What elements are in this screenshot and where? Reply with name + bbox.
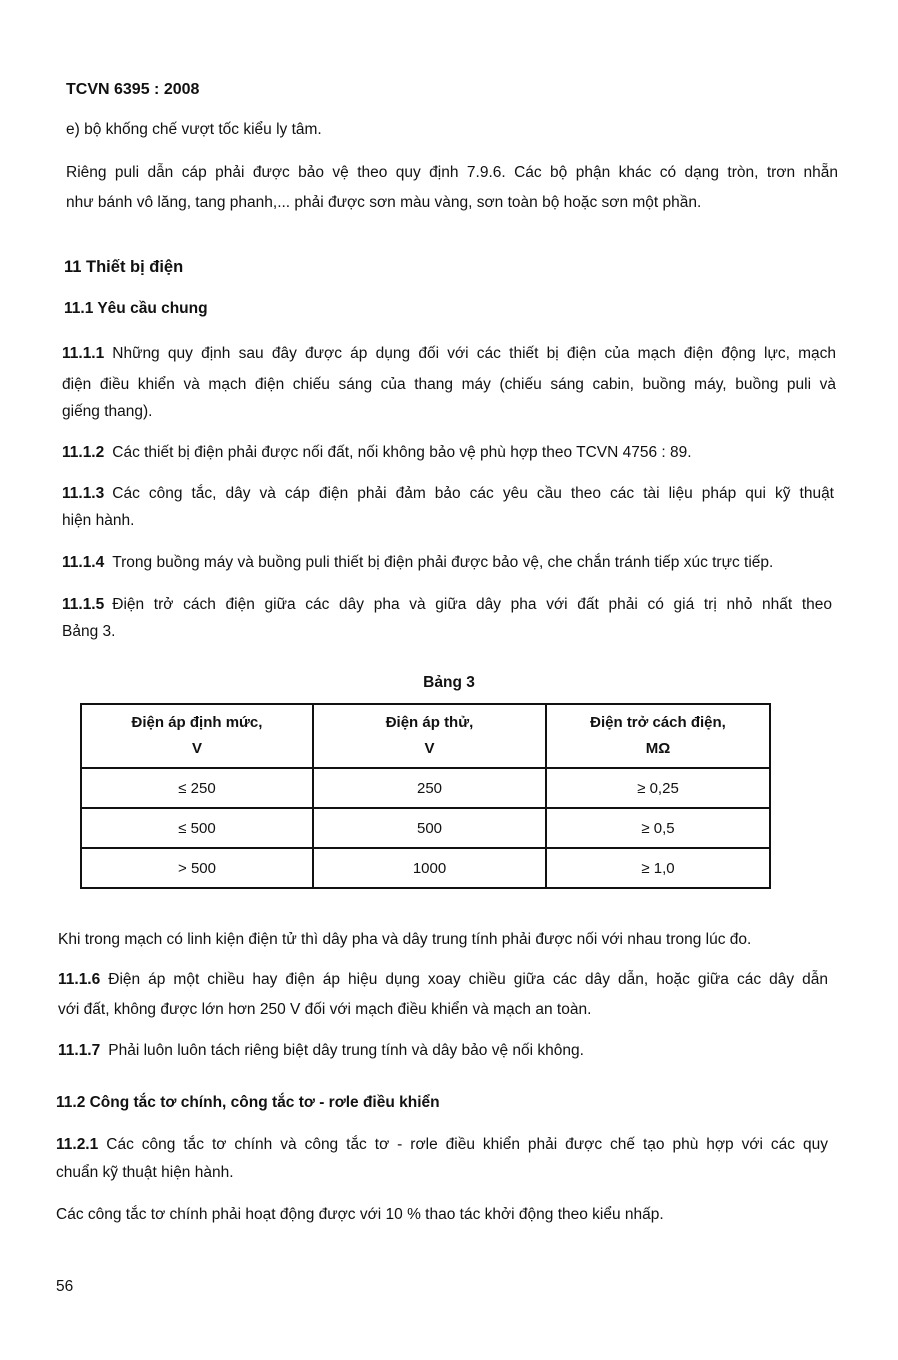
clause-11-1-3-line2: hiện hành. [62,512,135,529]
header-rated-voltage: Điện áp định mức, V [81,704,313,768]
clause-11-1-1-line1 [62,344,836,364]
table-cell: 500 [313,808,546,848]
table-row [81,848,770,888]
table-row [81,808,770,848]
section-11-2-title: 11.2 Công tắc tơ chính, công tắc tơ - rơle điều khiển [56,1094,440,1111]
clause-number: 11.2.1 [56,1136,99,1153]
clause-11-1-5-line1 [62,595,832,615]
table-cell: 1000 [313,848,546,888]
clause-text: Các công tắc tơ chính và công tắc tơ - rơle điều khiển phải được chế tạo phù hợp với các quy [106,1136,828,1153]
clause-number: 11.1.5 [62,596,105,613]
clause-11-1-1-line2: điện điều khiển và mạch điện chiếu sáng của thang máy (chiếu sáng cabin, buồng máy, buồng puli và [62,376,836,393]
page-number: 56 [56,1278,74,1295]
clause-text: Các thiết bị điện phải được nối đất, nối không bảo vệ phù hợp theo TCVN 4756 : 89. [112,444,692,461]
table-cell: 250 [313,768,546,808]
clause-number: 11.1.3 [62,485,105,502]
standard-code: TCVN 6395 : 2008 [66,81,200,98]
clause-text: Phải luôn luôn tách riêng biệt dây trung tính và dây bảo vệ nối không. [108,1042,584,1059]
table-caption: Bảng 3 [423,674,475,691]
clause-text: Điện áp một chiều hay điện áp hiệu dụng xoay chiều giữa các dây dẫn, hoặc giữa các dây dẫn [108,971,828,988]
clause-number: 11.1.6 [58,971,101,988]
clause-11-1-6-line1 [58,970,828,990]
table-cell: > 500 [81,848,313,888]
section-11-title: 11 Thiết bị điện [64,258,184,276]
header-test-voltage: Điện áp thử, V [313,704,546,768]
clause-number: 11.1.4 [62,554,105,571]
table-header-row [81,704,770,768]
clause-11-1-5-line2: Bảng 3. [62,623,116,640]
clause-text: Các công tắc, dây và cáp điện phải đảm bảo các yêu cầu theo các tài liệu pháp qui kỹ thuật [112,485,834,502]
table-cell: ≥ 1,0 [546,848,770,888]
clause-11-1-4 [62,553,773,573]
clause-11-2-1-line1 [56,1135,828,1155]
header-insulation-resistance: Điện trở cách điện, MΩ [546,704,770,768]
insulation-resistance-table [80,703,771,889]
clause-11-1-3-line1 [62,484,834,504]
clause-text: Những quy định sau đây được áp dụng đối với các thiết bị điện của mạch điện động lực, mạch [112,345,836,362]
clause-11-1-1-line3: giếng thang). [62,403,153,420]
last-paragraph: Các công tắc tơ chính phải hoạt động được với 10 % thao tác khởi động theo kiểu nhấp. [56,1206,664,1223]
section-11-1-title: 11.1 Yêu cầu chung [64,300,208,317]
clause-11-2-1-line2: chuẩn kỹ thuật hiện hành. [56,1164,234,1181]
clause-11-1-2 [62,443,692,463]
puli-paragraph-line1: Riêng puli dẫn cáp phải được bảo vệ theo quy định 7.9.6. Các bộ phận khác có dạng tròn, trơn nhẵn [66,164,838,181]
clause-number: 11.1.7 [58,1042,101,1059]
table-cell: ≥ 0,5 [546,808,770,848]
note-after-table: Khi trong mạch có linh kiện điện tử thì dây pha và dây trung tính phải được nối với nhau trong lúc đo. [58,931,752,948]
table-row [81,768,770,808]
clause-text: Trong buồng máy và buồng puli thiết bị điện phải được bảo vệ, che chắn tránh tiếp xúc trực tiếp. [112,554,774,571]
item-e: e) bộ khống chế vượt tốc kiểu ly tâm. [66,121,322,138]
table-cell: ≤ 250 [81,768,313,808]
clause-number: 11.1.2 [62,444,105,461]
table-cell: ≤ 500 [81,808,313,848]
clause-number: 11.1.1 [62,345,105,362]
table-cell: ≥ 0,25 [546,768,770,808]
clause-text: Điện trở cách điện giữa các dây pha và giữa dây pha với đất phải có giá trị nhỏ nhất theo [112,596,832,613]
clause-11-1-6-line2: với đất, không được lớn hơn 250 V đối với mạch điều khiển và mạch an toàn. [58,1001,592,1018]
puli-paragraph-line2: như bánh vô lăng, tang phanh,... phải được sơn màu vàng, sơn toàn bộ hoặc sơn một phần. [66,194,702,211]
clause-11-1-7 [58,1041,584,1061]
